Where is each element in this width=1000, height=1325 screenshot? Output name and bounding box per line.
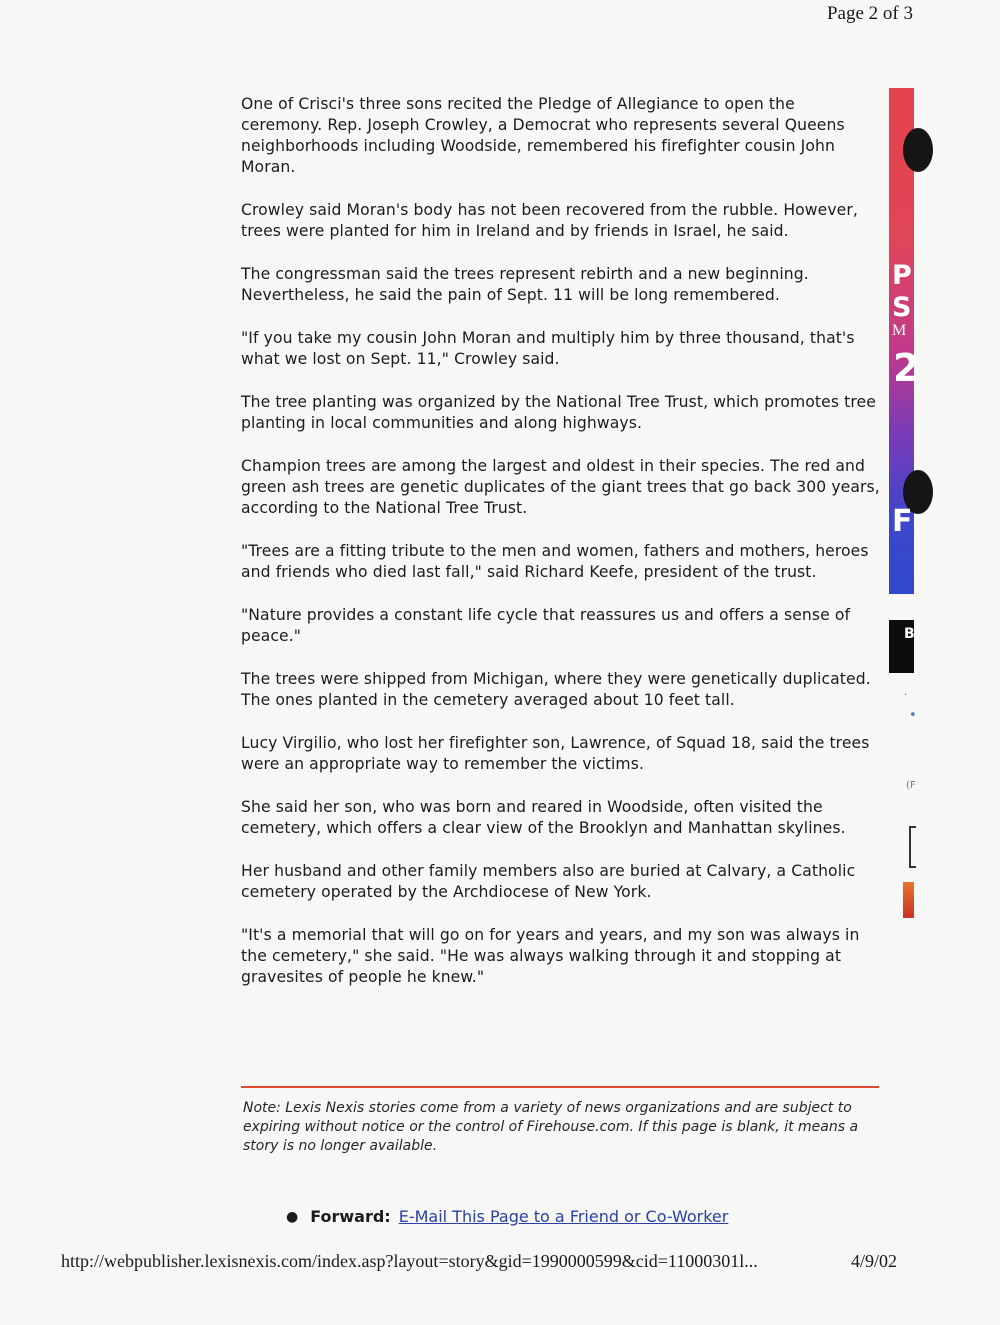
ad-fragment-mark: •	[909, 708, 917, 723]
article-body	[241, 94, 881, 1010]
ad-fragment-text: (F	[906, 780, 916, 791]
ad-letter: 2	[893, 346, 920, 390]
article-paragraph: Her husband and other family members also are buried at Calvary, a Catholic cemetery operated by the Archdiocese of New York.	[241, 862, 856, 901]
article-paragraph: The trees were shipped from Michigan, where they were genetically duplicated. The ones planted in the cemetery averaged about 10 feet tall.	[241, 670, 871, 709]
forward-row	[286, 1207, 728, 1226]
ad-bracket-shape	[909, 826, 916, 868]
ad-red-block[interactable]	[903, 882, 914, 918]
ad-letter: S	[892, 292, 912, 323]
article-paragraph: "If you take my cousin John Moran and multiply him by three thousand, that's what we lost on Sept. 11," Crowley said.	[241, 329, 855, 368]
article-paragraph: "It's a memorial that will go on for years and years, and my son was always in the cemetery," she said. "He was always walking through it and stopping at gravesites of people he knew."	[241, 926, 860, 986]
ad-letter: M	[892, 322, 907, 339]
ad-dark-shape	[903, 128, 933, 172]
page-number: Page 2 of 3	[826, 3, 913, 24]
article-paragraph: "Nature provides a constant life cycle that reassures us and offers a sense of peace."	[241, 606, 851, 645]
article-paragraph: The congressman said the trees represent rebirth and a new beginning. Nevertheless, he said the pain of Sept. 11 will be long remembered.	[241, 265, 809, 304]
footer-date: 4/9/02	[851, 1251, 898, 1271]
lexis-nexis-note: Note: Lexis Nexis stories come from a variety of news organizations and are subject to expiring without notice or the control of Firehouse.com. If this page is blank, it means a story is no longer available.	[243, 1100, 859, 1154]
article-paragraph: Lucy Virgilio, who lost her firefighter son, Lawrence, of Squad 18, said the trees were an appropriate way to remember the victims.	[241, 734, 870, 773]
forward-label: Forward:	[310, 1207, 391, 1226]
ad-letter: F	[892, 504, 913, 539]
side-ad-black-box[interactable]: B	[889, 620, 914, 673]
article-paragraph: Champion trees are among the largest and oldest in their species. The red and green ash trees are genetic duplicates of the giant trees that go back 300 years, according to the National Tree Trust.	[241, 457, 880, 517]
article-paragraph: One of Crisci's three sons recited the Pledge of Allegiance to open the ceremony. Rep. Joseph Crowley, a Democrat who represents several Queens neighborhoods including Woodside, remembered his firefighter cousin John Moran.	[241, 95, 845, 176]
side-ad-banner[interactable]	[889, 88, 920, 594]
ad-fragment-mark: ·	[904, 690, 908, 701]
article-paragraph: She said her son, who was born and reared in Woodside, often visited the cemetery, which offers a clear view of the Brooklyn and Manhattan skylines.	[241, 798, 846, 837]
ad-letter: P	[892, 260, 912, 291]
footer-url: http://webpublisher.lexisnexis.com/index.asp?layout=story&gid=1990000599&cid=11000301l...	[61, 1251, 758, 1271]
article-paragraph: The tree planting was organized by the National Tree Trust, which promotes tree planting in local communities and along highways.	[241, 393, 876, 432]
article-paragraph: "Trees are a fitting tribute to the men and women, fathers and mothers, heroes and friends who died last fall," said Richard Keefe, president of the trust.	[241, 542, 869, 581]
article-paragraph: Crowley said Moran's body has not been recovered from the rubble. However, trees were planted for him in Ireland and by friends in Israel, he said.	[241, 201, 858, 240]
note-divider	[241, 1086, 879, 1088]
bullet-icon: ●	[286, 1208, 299, 1225]
email-page-link[interactable]: E-Mail This Page to a Friend or Co-Worker	[398, 1207, 729, 1226]
